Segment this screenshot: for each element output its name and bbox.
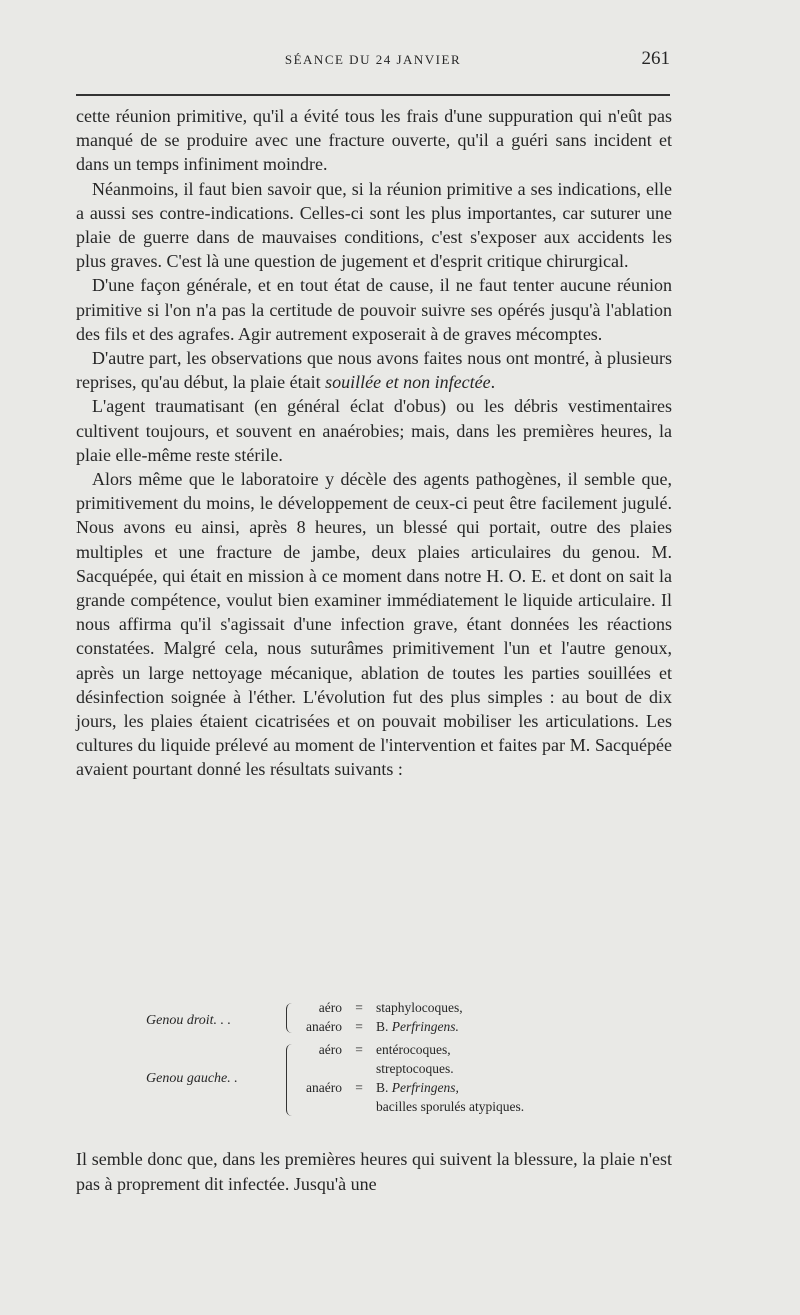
organism-species: Perfringens. <box>391 1019 459 1034</box>
paragraph: cette réunion primitive, qu'il a évité tous les frais d'une suppuration qui n'eût pas manqué de se produire avec une fracture ouverte, qu'il a guéri sans incident et dans un temps infiniment moindre. <box>76 106 672 175</box>
organism-prefix: B. <box>376 1019 392 1034</box>
paragraph-end: . <box>490 372 496 393</box>
organism <box>376 1078 459 1097</box>
equals-sign: = <box>355 1000 363 1015</box>
equals-sign: = <box>355 1080 363 1095</box>
header-rule <box>76 94 670 96</box>
culture-type: anaéro <box>306 1080 342 1095</box>
brace <box>286 1044 293 1116</box>
closing-text <box>76 1147 672 1197</box>
organism <box>376 1017 459 1036</box>
body-text <box>76 104 672 782</box>
culture-type: aéro <box>318 1000 342 1015</box>
result-row <box>298 1097 524 1116</box>
culture-type: aéro <box>318 1042 342 1057</box>
paragraph-emphasis: souillée et non infectée <box>325 372 491 393</box>
paragraph <box>76 346 672 394</box>
equals-sign: = <box>355 1042 363 1057</box>
left-knee-results <box>140 1040 620 1120</box>
culture-type: anaéro <box>306 1019 342 1034</box>
right-knee-results <box>140 998 620 1040</box>
page-header <box>76 48 670 78</box>
brace <box>286 1003 293 1033</box>
organism: streptocoques. <box>376 1061 454 1076</box>
result-row <box>298 1040 524 1059</box>
paragraph: L'agent traumatisant (en général éclat d'obus) ou les débris vestimentaires cultivent toujours, et souvent en anaérobies; mais, dans les premières heures, la plaie elle-même reste stérile. <box>76 396 672 465</box>
result-row <box>298 1078 524 1097</box>
result-row <box>298 1017 463 1036</box>
equals-sign: = <box>355 1019 363 1034</box>
organism: bacilles sporulés atypiques. <box>376 1099 525 1114</box>
result-row <box>298 1059 524 1078</box>
organism: staphylocoques, <box>376 1000 463 1015</box>
culture-results <box>140 998 620 1120</box>
result-row <box>298 998 463 1017</box>
paragraph-text: D'autre part, les observations que nous avons faites nous ont montré, à plusieurs reprises, qu'au début, la plaie était <box>76 348 672 393</box>
paragraph: D'une façon générale, et en tout état de cause, il ne faut tenter aucune réunion primitive si l'on n'a pas la certitude de pouvoir suivre ses opérés jusqu'à l'ablation des fils et des agrafes. Agir autrement exposerait à de graves mécomptes. <box>76 275 672 344</box>
paragraph: Il semble donc que, dans les premières heures qui suivent la blessure, la plaie n'est pas à proprement dit infectée. Jusqu'à une <box>76 1149 672 1194</box>
organism: entérocoques, <box>376 1042 451 1057</box>
organism-species: Perfringens, <box>391 1080 459 1095</box>
organism-prefix: B. <box>376 1080 392 1095</box>
right-knee-label: Genou droit. . . <box>146 1013 232 1028</box>
page-number: 261 <box>641 48 670 69</box>
paragraph: Alors même que le laboratoire y décèle des agents pathogènes, il semble que, primitivement du moins, le développement de ceux-ci peut être facilement jugulé. Nous avons eu ainsi, après 8 heures, un blessé qui portait, outre des plaies multiples et une fracture de jambe, deux plaies articulaires du genou. M. Sacquépée, qui était en mission à ce moment dans notre H. O. E. et dont on sait la grande compétence, voulut bien examiner immédiatement le liquide articulaire. Il nous affirma qu'il s'agissait d'une infection grave, étant données les réactions constatées. Malgré cela, nous suturâmes primitivement l'un et l'autre genoux, après un large nettoyage mécanique, ablation de toutes les parties souillées et désinfection soignée à l'éther. L'évolution fut des plus simples : au bout de dix jours, les plaies étaient cicatrisées et on pouvait mobiliser les articulations. Les cultures du liquide prélevé au moment de l'intervention et faites par M. Sacquépée avaient pourtant donné les résultats suivants : <box>76 469 672 780</box>
left-knee-label: Genou gauche. . <box>146 1071 238 1086</box>
running-title: SÉANCE DU 24 JANVIER <box>284 52 462 67</box>
paragraph: Néanmoins, il faut bien savoir que, si la réunion primitive a ses indications, elle a aussi ses contre-indications. Celles-ci sont les plus importantes, car suturer une plaie de guerre dans de mauvaises conditions, c'est s'exposer aux accidents les plus graves. C'est là une question de jugement et d'esprit critique chirurgical. <box>76 178 672 272</box>
